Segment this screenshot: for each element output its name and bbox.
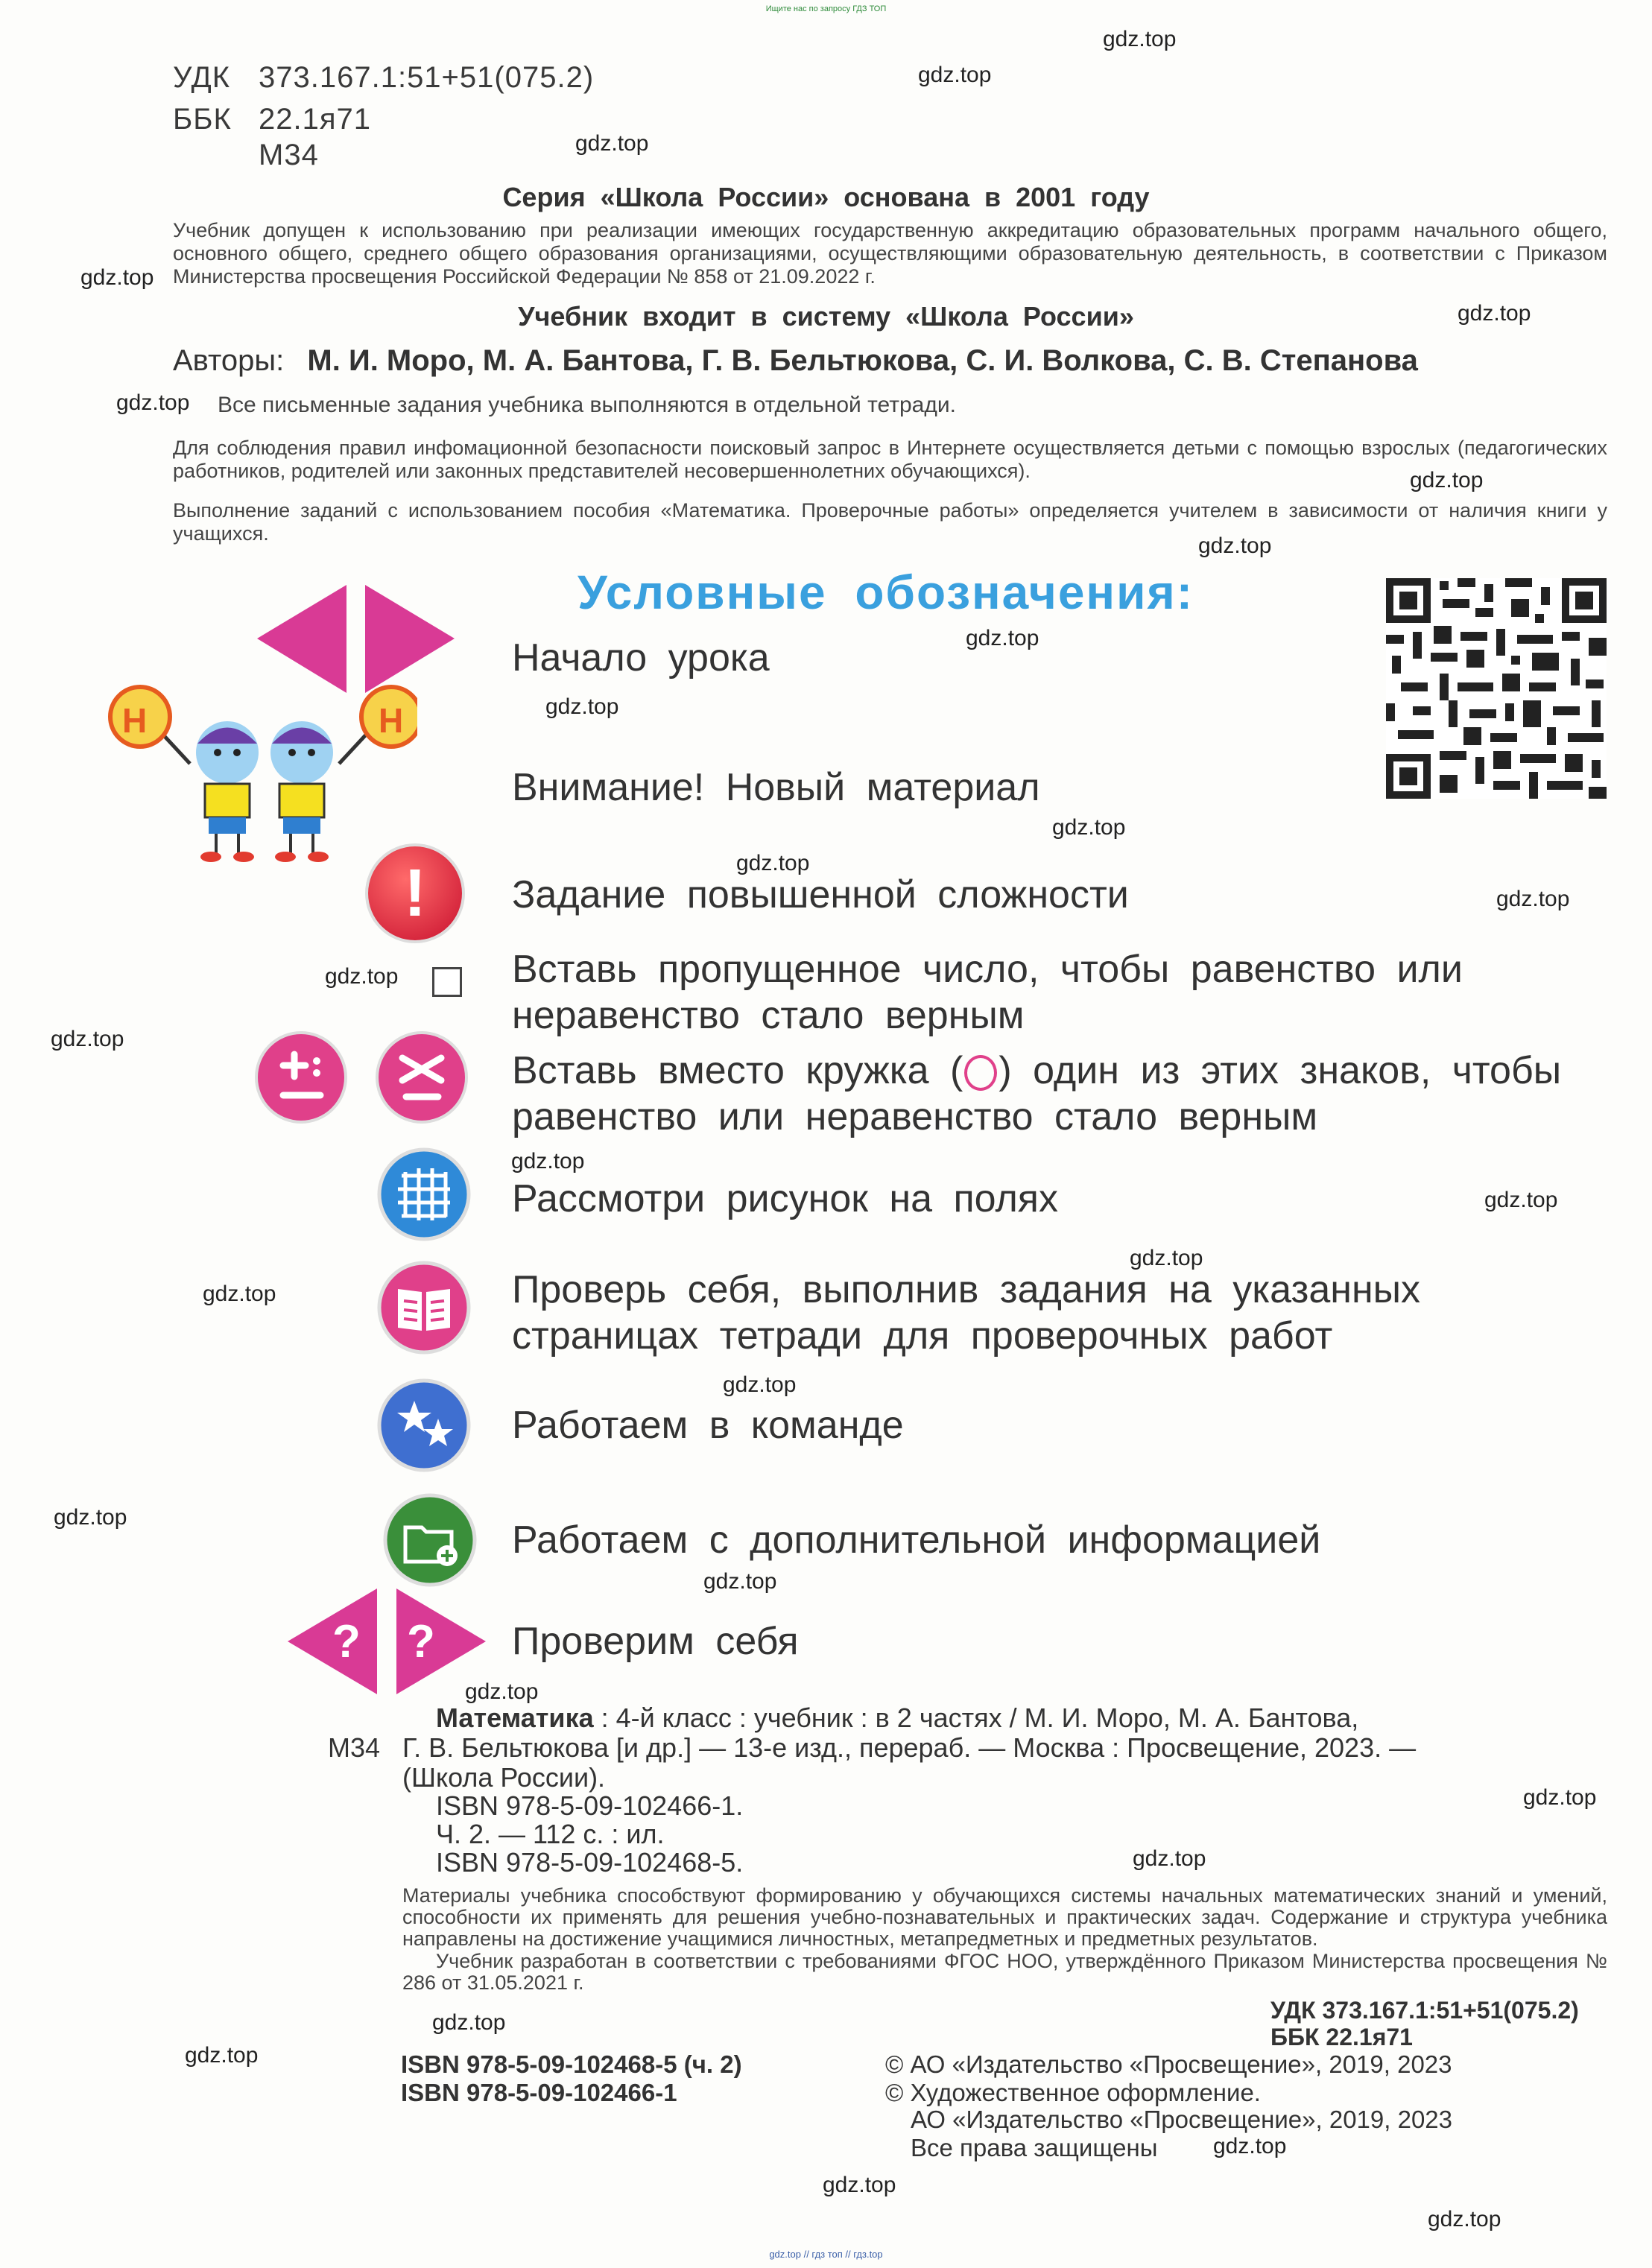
watermark: gdz.top xyxy=(325,964,399,989)
legend-check-yourself: Проверим себя xyxy=(512,1620,799,1663)
badge-right-letter: Н xyxy=(379,701,404,740)
watermark: gdz.top xyxy=(116,390,190,415)
watermark: gdz.top xyxy=(1458,301,1531,326)
authors xyxy=(173,344,1418,378)
watermark: gdz.top xyxy=(1213,2134,1287,2158)
watermark: gdz.top xyxy=(511,1149,585,1173)
question-right-icon: ? xyxy=(407,1616,435,1667)
empty-box-icon xyxy=(432,967,462,997)
grid-icon xyxy=(376,1146,472,1243)
authors-label: Авторы: xyxy=(173,344,285,377)
footer-isbn-full: ISBN 978-5-09-102466-1 xyxy=(401,2079,677,2106)
biblio-line3: (Школа России). xyxy=(402,1762,606,1793)
watermark: gdz.top xyxy=(80,265,154,290)
biblio-annotation2: Учебник разработан в соответствии с требованиями ФГОС НОО, утверждённого Приказом Министерства просвещения № 286 от 31.05.2021 г. xyxy=(402,1950,1607,1994)
biblio-isbn2: ISBN 978-5-09-102468-5. xyxy=(436,1847,744,1878)
watermark: gdz.top xyxy=(185,2043,259,2068)
note-checks: Выполнение заданий с использованием пособия «Математика. Проверочные работы» определяется учителем в зависимости от наличия книги у учащихся. xyxy=(173,499,1607,545)
udk-label: УДК xyxy=(173,61,231,94)
watermark: gdz.top xyxy=(1130,1246,1203,1270)
note-written: Все письменные задания учебника выполняются в отдельной тетради. xyxy=(218,393,956,417)
series-title: Серия «Школа России» основана в 2001 году xyxy=(502,182,1150,212)
watermark: gdz.top xyxy=(918,63,992,87)
question-left-icon: ? xyxy=(332,1616,361,1667)
footer-copyright-2: © Художественное оформление. xyxy=(885,2079,1261,2106)
bbk-line xyxy=(173,103,371,136)
lesson-start-icon xyxy=(257,585,455,693)
watermark: gdz.top xyxy=(1198,533,1272,558)
watermark: gdz.top xyxy=(1496,887,1570,911)
footer-bbk: ББК 22.1я71 xyxy=(1270,2024,1413,2050)
workbook-icon xyxy=(376,1259,472,1356)
watermark: gdz.top xyxy=(1523,1785,1597,1810)
biblio-annotation: Материалы учебника способствуют формированию у обучающихся системы начальных математических знаний и умений, способности их применять для решения учебно-познавательных и практических задач. Содержание и структура учебника направлены на достижение учащимися личностных, метапредметных и предметных результатов. xyxy=(402,1884,1607,1950)
biblio-line2: Г. В. Бельтюкова [и др.] — 13-е изд., перераб. — Москва : Просвещение, 2023. — xyxy=(402,1732,1417,1763)
badge-left-letter: Н xyxy=(122,701,148,740)
watermark: gdz.top xyxy=(1133,1846,1206,1871)
bbk-label: ББК xyxy=(173,103,232,136)
folder-info-icon xyxy=(382,1492,478,1588)
watermark: gdz.top xyxy=(723,1372,797,1397)
circle-placeholder-icon xyxy=(964,1055,997,1091)
qr-code xyxy=(1386,578,1607,799)
watermark: gdz.top xyxy=(51,1027,124,1051)
biblio-line1-text: : 4-й класс : учебник : в 2 частях / М. И. Моро, М. А. Бантова, xyxy=(593,1702,1359,1733)
udk-value: 373.167.1:51+51(075.2) xyxy=(259,61,595,94)
signs-icons xyxy=(253,1030,469,1125)
exclamation-icon: ! xyxy=(368,846,462,940)
watermark: gdz.top xyxy=(966,626,1039,650)
watermark: gdz.top xyxy=(736,851,810,875)
top-note: Ищите нас по запросу ГДЗ ТОП xyxy=(765,4,887,13)
watermark: gdz.top xyxy=(1052,815,1126,840)
watermark: gdz.top xyxy=(203,1282,276,1306)
legend-insert-sign-part1: Вставь вместо кружка ( xyxy=(512,1049,963,1092)
watermark: gdz.top xyxy=(465,1679,539,1704)
watermark: gdz.top xyxy=(432,2010,506,2035)
legend-teamwork: Работаем в команде xyxy=(512,1404,904,1447)
legend-insert-sign xyxy=(512,1048,1570,1140)
bbk-value: 22.1я71 xyxy=(259,103,372,136)
approval-text: Учебник допущен к использованию при реализации имеющих государственную аккредитацию образовательных программ начального общего, основного общего, среднего общего образования организациями, осуществляющими образовательную деятельность, в соответствии с Приказом Министерства просвещения Российской Федерации № 858 от 21.09.2022 г. xyxy=(173,219,1607,288)
legend-look-margins: Рассмотри рисунок на полях xyxy=(512,1177,1058,1220)
biblio-line1 xyxy=(436,1703,1358,1733)
biblio-isbn1: ISBN 978-5-09-102466-1. xyxy=(436,1790,744,1821)
kids-attention-icon xyxy=(104,678,417,864)
watermark: gdz.top xyxy=(575,131,649,156)
footer-copyright-3: АО «Издательство «Просвещение», 2019, 2023 xyxy=(911,2106,1453,2133)
legend-title: Условные обозначения: xyxy=(577,566,1194,619)
bottom-note: gdz.top // гдз топ // гдз.top xyxy=(769,2249,883,2260)
watermark: gdz.top xyxy=(1103,27,1177,51)
biblio-part: Ч. 2. — 112 с. : ил. xyxy=(436,1819,665,1849)
footer-udk: УДК 373.167.1:51+51(075.2) xyxy=(1270,1997,1579,2024)
watermark: gdz.top xyxy=(1484,1188,1558,1212)
author-mark: М34 xyxy=(259,139,319,171)
footer-rights: Все права защищены xyxy=(911,2134,1158,2161)
watermark: gdz.top xyxy=(703,1569,777,1594)
footer-copyright-1: © АО «Издательство «Просвещение», 2019, 2023 xyxy=(885,2050,1452,2078)
legend-lesson-start: Начало урока xyxy=(512,636,770,680)
legend-extra-info: Работаем с дополнительной информацией xyxy=(512,1518,1321,1562)
udk-line xyxy=(173,61,594,95)
system-title: Учебник входит в систему «Школа России» xyxy=(518,301,1134,332)
note-safety: Для соблюдения правил инфомационной безопасности поисковый запрос в Интернете осуществляется детьми с помощью взрослых (педагогических работников, родителей или законных представителей несовершеннолетних обучающихся). xyxy=(173,437,1607,482)
team-stars-icon xyxy=(376,1377,472,1474)
legend-hard-task: Задание повышенной сложности xyxy=(512,873,1129,916)
legend-missing-number: Вставь пропущенное число, чтобы равенство или неравенство стало верным xyxy=(512,948,1463,1037)
watermark: gdz.top xyxy=(545,694,619,719)
watermark: gdz.top xyxy=(54,1505,127,1530)
authors-names: М. И. Моро, М. А. Бантова, Г. В. Бельтюкова, С. И. Волкова, С. В. Степанова xyxy=(307,344,1418,377)
biblio-mark: М34 xyxy=(328,1732,381,1763)
legend-new-material: Внимание! Новый материал xyxy=(512,766,1040,809)
watermark: gdz.top xyxy=(1428,2207,1501,2231)
watermark: gdz.top xyxy=(1410,468,1484,492)
check-yourself-icon xyxy=(288,1588,486,1694)
watermark: gdz.top xyxy=(823,2173,896,2197)
legend-self-check-pages: Проверь себя, выполнив задания на указанных страницах тетради для проверочных работ xyxy=(512,1268,1421,1358)
footer-isbn-part: ISBN 978-5-09-102468-5 (ч. 2) xyxy=(401,2050,742,2078)
biblio-title: Математика xyxy=(436,1702,594,1733)
legend-insert-sign-part2: ) один из этих знаков, чтобы равенство или неравенство стало верным xyxy=(512,1049,1562,1138)
